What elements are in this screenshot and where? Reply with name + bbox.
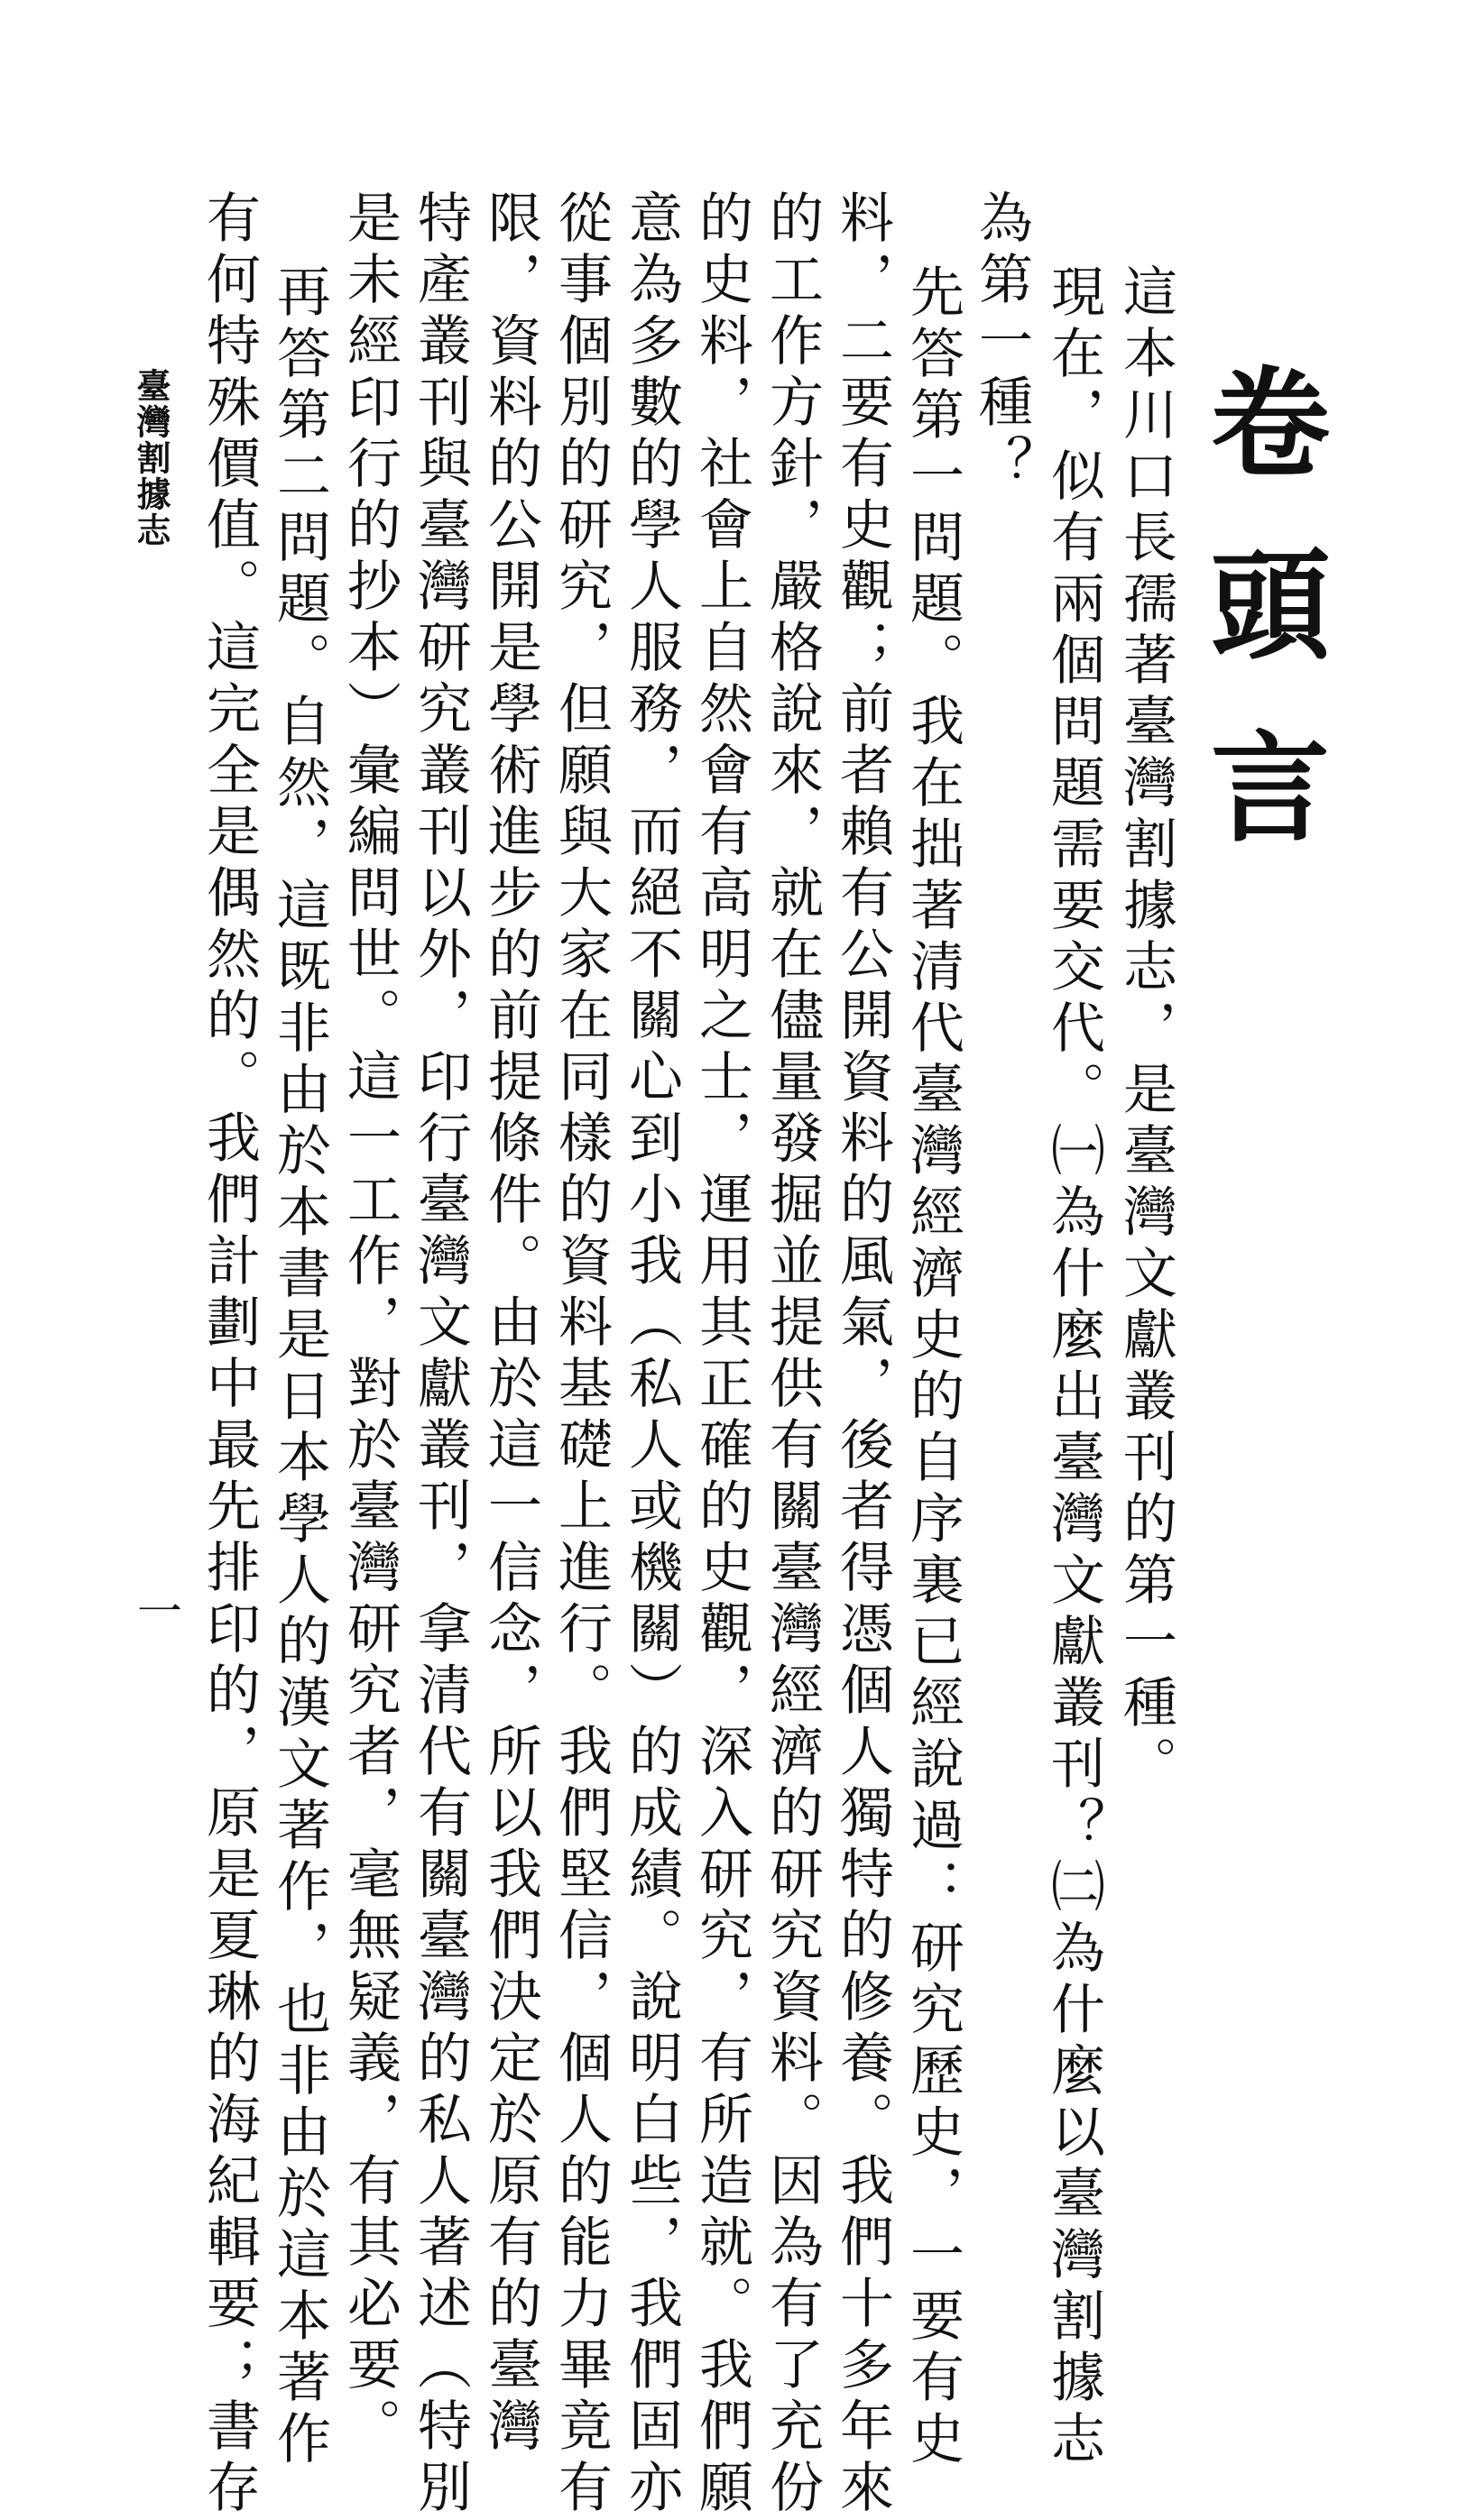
text-column-11: 特產叢刊與臺灣研究叢刊以外，印行臺灣文獻叢刊，拿清代有關臺灣的私人著述（特別	[409, 189, 472, 2520]
text-column-4: 先答第一問題。我在拙著清代臺灣經濟史的自序裏已經說過：研究歷史，一要有史	[901, 263, 964, 2471]
text-column-9: 從事個別的研究，但願與大家在同樣的資料基礎上進行。我們堅信，個人的能力畢竟有	[549, 189, 613, 2520]
page-number: 一	[130, 1587, 182, 1632]
text-column-2: 現在，似有兩個問題需要交代。㈠為什麼出臺灣文獻叢刊？㈡為什麼以臺灣割據志	[1042, 263, 1105, 2471]
text-column-7: 的史料，社會上自然會有高明之士，運用其正確的史觀，深入研究，有所造就。我們願	[690, 189, 753, 2520]
running-head: 臺灣割據志	[131, 368, 171, 548]
text-column-10: 限，資料的公開是學術進步的前提條件。由於這一信念，所以我們決定於原有的臺灣	[479, 189, 542, 2459]
page-title: 卷頭言	[1190, 361, 1330, 907]
text-column-5: 料，二要有史觀；前者賴有公開資料的風氣，後者得憑個人獨特的修養。我們十多年來	[831, 189, 894, 2520]
text-column-14: 有何特殊價值。這完全是偶然的。我們計劃中最先排印的，原是夏琳的海紀輯要；書存	[198, 189, 261, 2520]
text-column-12: 是未經印行的抄本）彙編問世。這一工作，對於臺灣研究者，毫無疑義，有其必要。	[338, 189, 401, 2459]
text-column-13: 再答第二問題。自然，這既非由於本書是日本學人的漢文著作，也非由於這本著作	[268, 263, 331, 2471]
text-column-3: 為第一種？	[970, 189, 1033, 496]
text-column-8: 意為多數的學人服務，而絕不關心到小我（私人或機關）的成績。說明白些，我們固亦	[620, 189, 683, 2520]
text-column-1: 這本川口長孺著臺灣割據志，是臺灣文獻叢刊的第一種。	[1114, 263, 1177, 1797]
text-column-6: 的工作方針，嚴格說來，就在儘量發掘並提供有關臺灣經濟的研究資料。因為有了充份	[761, 189, 824, 2520]
